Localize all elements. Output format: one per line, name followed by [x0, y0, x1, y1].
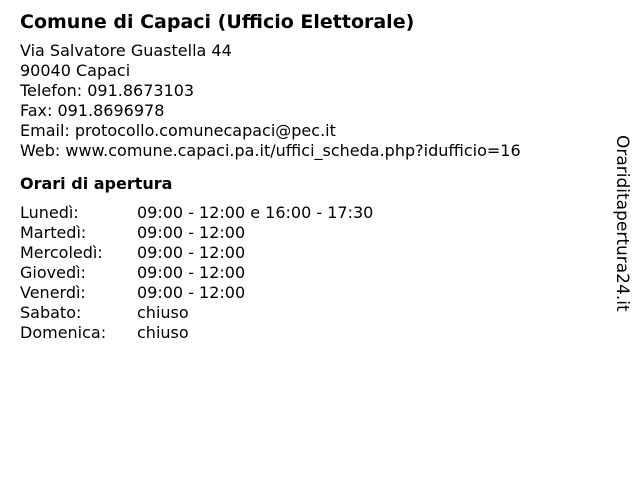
hours-row-friday — [20, 283, 610, 303]
fax-line: Fax: 091.8696978 — [20, 101, 165, 120]
address-street: Via Salvatore Guastella 44 — [20, 41, 232, 60]
hours-time: 09:00 - 12:00 — [137, 263, 246, 282]
hours-day: Sabato: — [20, 303, 82, 322]
opening-hours-table — [20, 203, 610, 343]
hours-time: chiuso — [137, 323, 189, 342]
site-brand-vertical: Orariditapertura24.it — [612, 135, 632, 312]
hours-day: Giovedì: — [20, 263, 86, 282]
hours-row-thursday — [20, 263, 610, 283]
hours-time: chiuso — [137, 303, 189, 322]
hours-time: 09:00 - 12:00 — [137, 283, 246, 302]
office-card — [20, 10, 610, 343]
hours-row-tuesday — [20, 223, 610, 243]
hours-row-monday — [20, 203, 610, 223]
email-line: Email: protocollo.comunecapaci@pec.it — [20, 121, 336, 140]
phone-line: Telefon: 091.8673103 — [20, 81, 195, 100]
hours-row-saturday — [20, 303, 610, 323]
hours-time: 09:00 - 12:00 e 16:00 - 17:30 — [137, 203, 374, 222]
hours-day: Mercoledì: — [20, 243, 103, 262]
hours-time: 09:00 - 12:00 — [137, 243, 246, 262]
hours-day: Domenica: — [20, 323, 107, 342]
web-line: Web: www.comune.capaci.pa.it/uffici_scheda.php?idufficio=16 — [20, 141, 521, 160]
hours-row-sunday — [20, 323, 610, 343]
opening-hours-heading: Orari di apertura — [20, 174, 173, 193]
address-city: 90040 Capaci — [20, 61, 131, 80]
hours-day: Martedì: — [20, 223, 87, 242]
hours-row-wednesday — [20, 243, 610, 263]
office-title: Comune di Capaci (Ufficio Elettorale) — [20, 11, 415, 33]
hours-day: Lunedì: — [20, 203, 79, 222]
hours-time: 09:00 - 12:00 — [137, 223, 246, 242]
hours-day: Venerdì: — [20, 283, 86, 302]
